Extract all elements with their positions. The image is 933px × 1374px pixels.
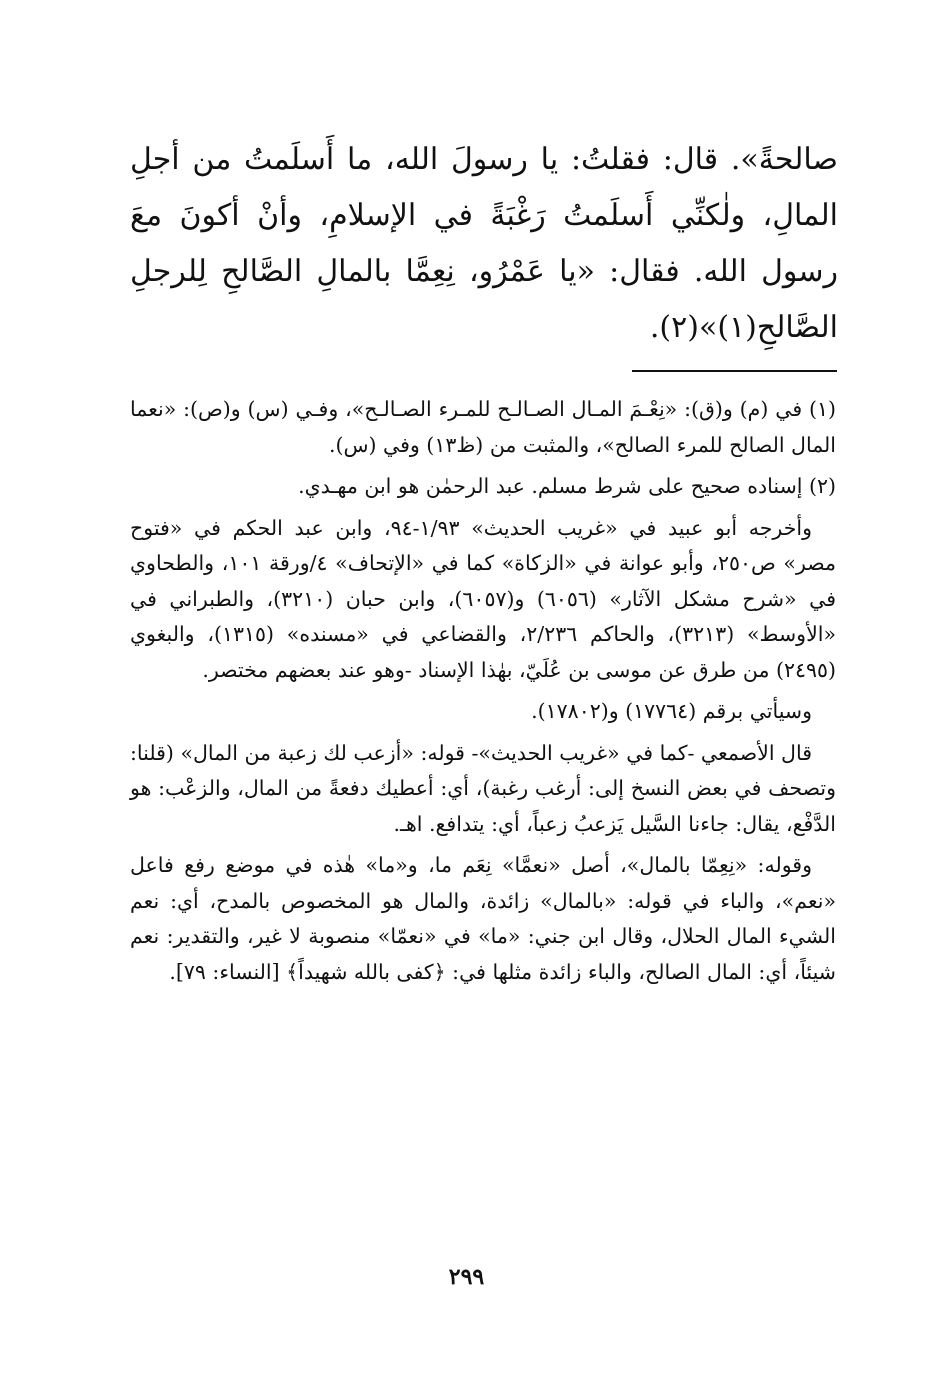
footnote-2-cross-reference: وسيأتي برقم (١٧٧٦٤) و(١٧٨٠٢). [531, 699, 812, 723]
footnote-2: (٢) إسناده صحيح على شرط مسلم. عبد الرحمٰن هو ابن مهـدي. [298, 474, 836, 498]
footnotes [130, 392, 836, 996]
footnote-2-asmai-commentary: قال الأصمعي -كما في «غريب الحديث»- قوله: «أزعب لك زعبة من المال» (قلنا: وتصحف في بعض النسخ إلى: أرغب رغبة)، أي: أعطيك دفعةً من المال، والزعْب: هو الدَّفْع، يقال: جاءنا السَّيل يَزعبُ زعباً، أي: يتدافع. اهـ. [130, 740, 836, 836]
page-number: ٢٩٩ [448, 1264, 485, 1290]
main-paragraph: صالحةً». قال: فقلتُ: يا رسولَ الله، ما أَسلَمتُ من أجلِ المالِ، ولٰكنِّي أَسلَمتُ رَغْبَةً في الإسلامِ، وأنْ أكونَ معَ رسول الله. فقال: «يا عَمْرُو، نِعِمَّا بالمالِ الصَّالحِ لِلرجلِ الصَّالحِ(١)»(٢). [130, 142, 838, 345]
main-text [130, 132, 838, 356]
footnote-1: (١) في (م) و(ق): «نِعْـمَ المـال الصـالـح للمـرء الصـالـح»، وفـي (س) و(ص): «نعما المال الصالح للمرء الصالح»، والمثبت من (ظ١٣) وفي (س). [130, 397, 836, 457]
footnote-2-grammar-commentary: وقوله: «نِعِمّا بالمال»، أصل «نعمَّا» نِعَم ما، و«ما» هٰذه في موضع رفع فاعل «نعم»، والباء في قوله: «بالمال» زائدة، والمال هو المخصوص بالمدح، أي: نعم الشيء المال الحلال، وقال ابن جني: «ما» في «نعمّا» منصوبة لا غير، والتقدير: نعم شيئاً، أي: المال الصالح، والباء زائدة مثلها في: ﴿كفى بالله شهيداً﴾ [النساء: ٧٩]. [130, 853, 836, 984]
footnote-separator [632, 370, 837, 372]
footnote-2-sources: وأخرجه أبو عبيد في «غريب الحديث» ١/٩٣-٩٤، وابن عبد الحكم في «فتوح مصر» ص٢٥٠، وأبو عوانة في «الزكاة» كما في «الإتحاف» ٤/ورقة ١٠١، والطحاوي في «شرح مشكل الآثار» (٦٠٥٦) و(٦٠٥٧)، وابن حبان (٣٢١٠)، والطبراني في «الأوسط» (٣٢١٣)، والحاكم ٢/٢٣٦، والقضاعي في «مسنده» (١٣١٥)، والبغوي (٢٤٩٥) من طرق عن موسى بن عُلَيّ، بهٰذا الإسناد -وهو عند بعضهم مختصر. [130, 515, 837, 682]
